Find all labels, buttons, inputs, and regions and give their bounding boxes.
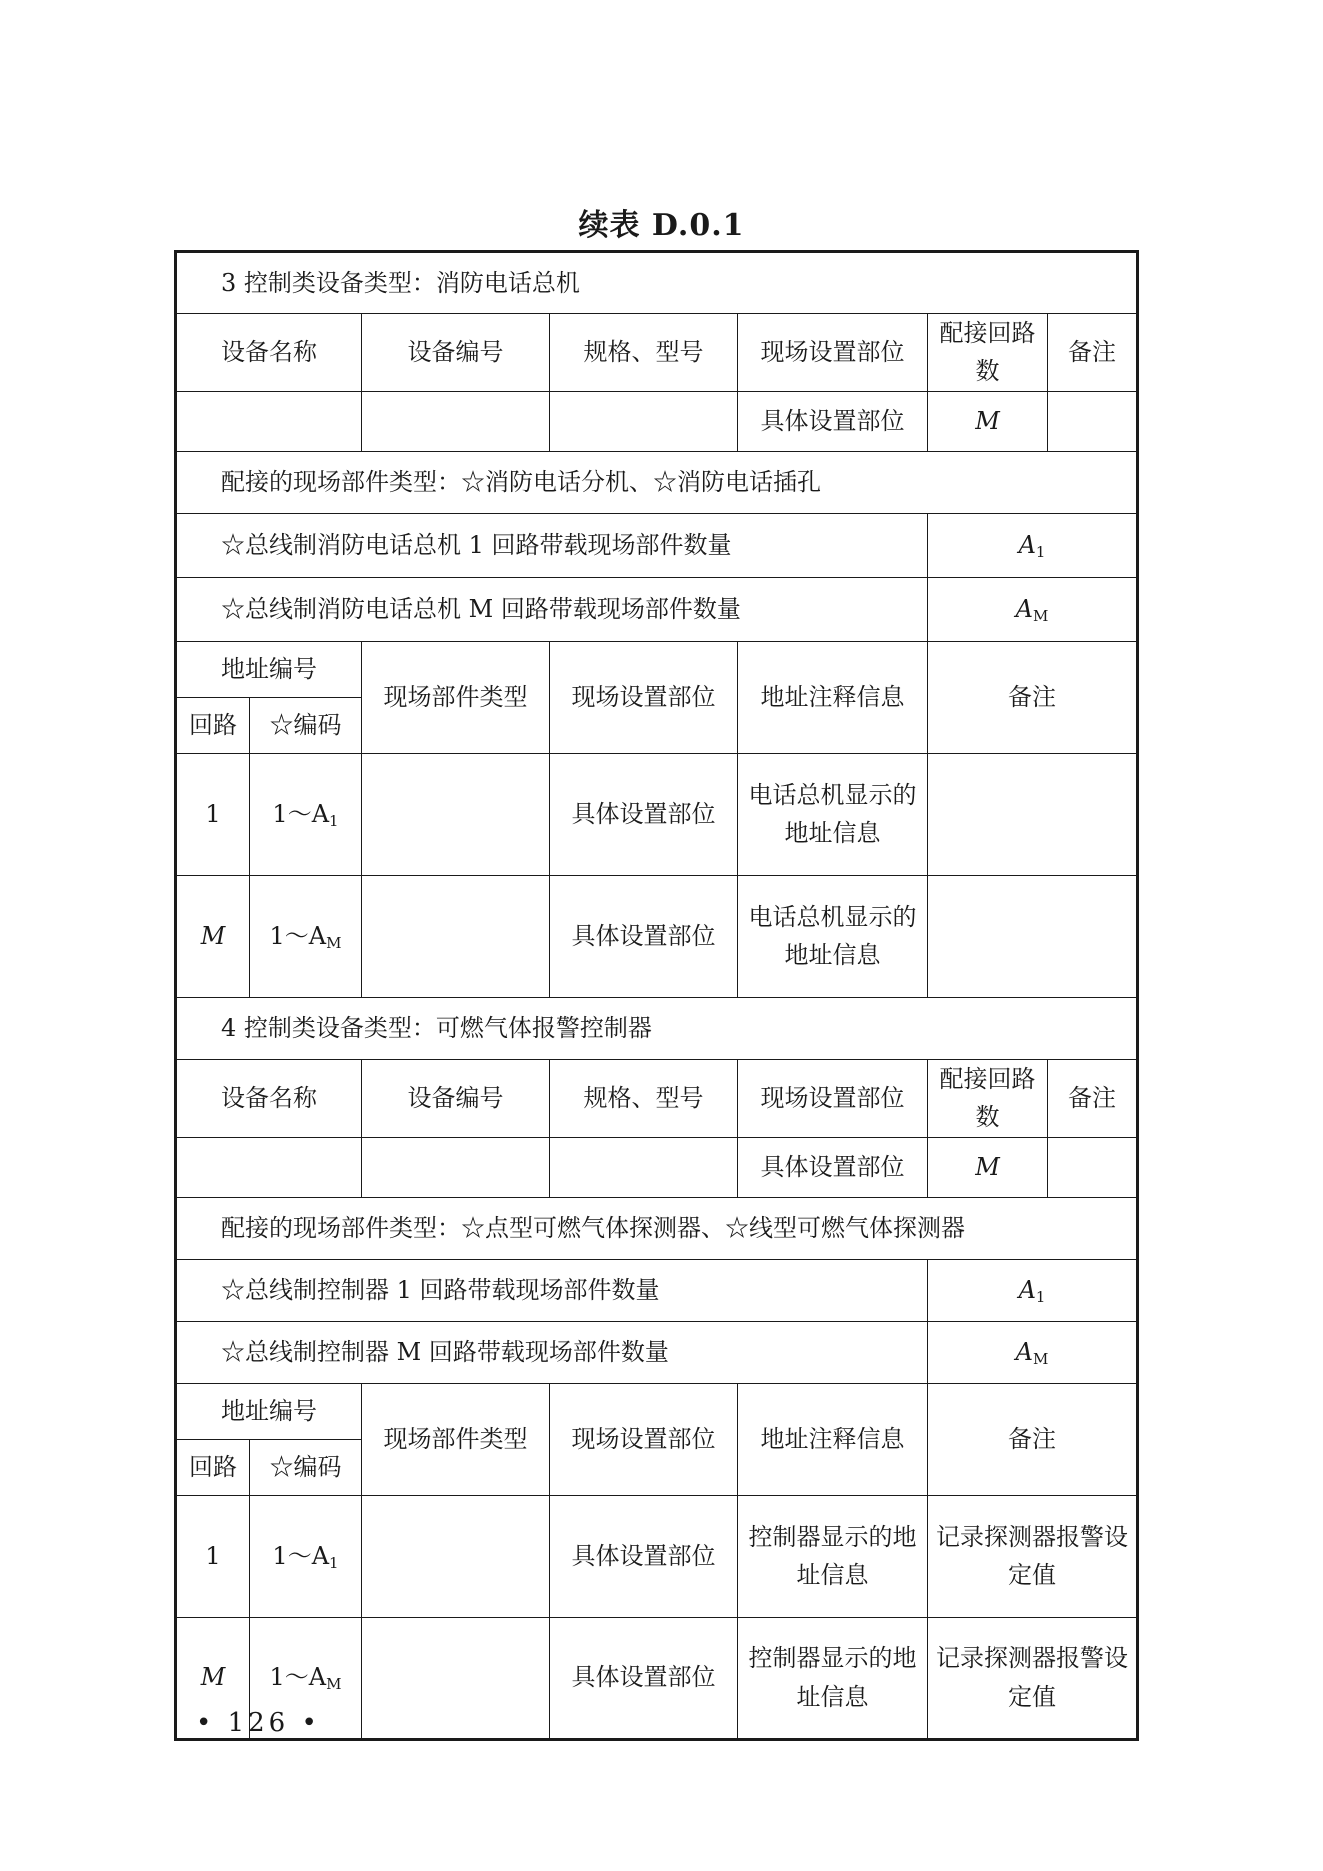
row-address-note: 控制器显示的地址信息 [738,1495,928,1617]
cell-site-location: 具体设置部位 [738,1137,928,1197]
header-remark-2: 备注 [928,1383,1138,1495]
header-device-number: 设备编号 [362,314,550,392]
row-loop: M [176,1617,250,1739]
row-remark [928,875,1138,997]
section3-component-row [176,451,1138,513]
row-remark: 记录探测器报警设定值 [928,1495,1138,1617]
section4-loop1-label: ☆总线制控制器 1 回路带载现场部件数量 [176,1259,928,1321]
row-location: 具体设置部位 [550,1617,738,1739]
header-loop: 回路 [176,697,250,753]
header-site-location: 现场设置部位 [738,1059,928,1137]
row-code: $1\sim A_1$ [250,753,362,875]
header-remark: 备注 [1048,314,1138,392]
row-loop: 1 [176,753,250,875]
section4-addr-header-row1 [176,1383,1138,1439]
row-component-type [362,1617,550,1739]
header-code: ☆编码 [250,697,362,753]
header-address-number: 地址编号 [176,1383,362,1439]
section3-component-types: 配接的现场部件类型：☆消防电话分机、☆消防电话插孔 [176,451,1138,513]
header-address-number: 地址编号 [176,641,362,697]
header-component-type: 现场部件类型 [362,1383,550,1495]
section4-loopM-label: ☆总线制控制器 M 回路带载现场部件数量 [176,1321,928,1383]
header-loop-count: 配接回路数 [928,1059,1048,1137]
row-component-type [362,753,550,875]
section4-loop1-row [176,1259,1138,1321]
header-site-setting: 现场设置部位 [550,641,738,753]
cell-spec-model [550,1137,738,1197]
cell-spec-model [550,391,738,451]
header-loop-count: 配接回路数 [928,314,1048,392]
section4-loop1-value: $A_1$ [928,1259,1138,1321]
section4-loopM-row [176,1321,1138,1383]
section4-header-row [176,1059,1138,1137]
section4-heading-row [176,997,1138,1059]
cell-device-name [176,391,362,451]
row-code: $1\sim A_M$ [250,1617,362,1739]
header-device-name: 设备名称 [176,314,362,392]
cell-device-number [362,1137,550,1197]
header-site-setting: 现场设置部位 [550,1383,738,1495]
row-address-note: 电话总机显示的地址信息 [738,875,928,997]
section3-heading-row [176,252,1138,314]
cell-site-location: 具体设置部位 [738,391,928,451]
section4-heading: 4 控制类设备类型：可燃气体报警控制器 [176,997,1138,1059]
section3-data-row [176,753,1138,875]
section3-loopM-row [176,577,1138,641]
header-code: ☆编码 [250,1439,362,1495]
cell-remark [1048,391,1138,451]
section3-loopM-label: ☆总线制消防电话总机 M 回路带载现场部件数量 [176,577,928,641]
row-component-type [362,1495,550,1617]
section4-component-types: 配接的现场部件类型：☆点型可燃气体探测器、☆线型可燃气体探测器 [176,1197,1138,1259]
section3-loop1-label: ☆总线制消防电话总机 1 回路带载现场部件数量 [176,513,928,577]
header-device-name: 设备名称 [176,1059,362,1137]
row-location: 具体设置部位 [550,875,738,997]
header-address-note: 地址注释信息 [738,1383,928,1495]
page-number: • 126 • [196,1708,321,1738]
cell-device-number [362,391,550,451]
header-spec-model: 规格、型号 [550,1059,738,1137]
section4-data-row [176,1495,1138,1617]
section4-loopM-value: $A_M$ [928,1321,1138,1383]
row-component-type [362,875,550,997]
section4-component-row [176,1197,1138,1259]
section4-value-row [176,1137,1138,1197]
header-loop: 回路 [176,1439,250,1495]
header-remark-2: 备注 [928,641,1138,753]
section3-loop1-value: $A_1$ [928,513,1138,577]
table-title: 续表 D.0.1 [578,208,745,243]
equipment-table [174,250,1139,1741]
row-location: 具体设置部位 [550,753,738,875]
row-loop: M [176,875,250,997]
row-loop: 1 [176,1495,250,1617]
section3-value-row [176,391,1138,451]
cell-loop-count: M [928,1137,1048,1197]
cell-remark [1048,1137,1138,1197]
header-component-type: 现场部件类型 [362,641,550,753]
header-remark: 备注 [1048,1059,1138,1137]
header-address-note: 地址注释信息 [738,641,928,753]
row-remark [928,753,1138,875]
section3-heading: 3 控制类设备类型：消防电话总机 [176,252,1138,314]
row-address-note: 电话总机显示的地址信息 [738,753,928,875]
cell-device-name [176,1137,362,1197]
row-location: 具体设置部位 [550,1495,738,1617]
cell-loop-count: M [928,391,1048,451]
header-spec-model: 规格、型号 [550,314,738,392]
row-code: $1\sim A_1$ [250,1495,362,1617]
section3-loopM-value: $A_M$ [928,577,1138,641]
header-site-location: 现场设置部位 [738,314,928,392]
section3-data-row [176,875,1138,997]
section3-loop1-row [176,513,1138,577]
row-address-note: 控制器显示的地址信息 [738,1617,928,1739]
row-code: $1\sim A_M$ [250,875,362,997]
section3-header-row [176,314,1138,392]
row-remark: 记录探测器报警设定值 [928,1617,1138,1739]
header-device-number: 设备编号 [362,1059,550,1137]
section3-addr-header-row1 [176,641,1138,697]
